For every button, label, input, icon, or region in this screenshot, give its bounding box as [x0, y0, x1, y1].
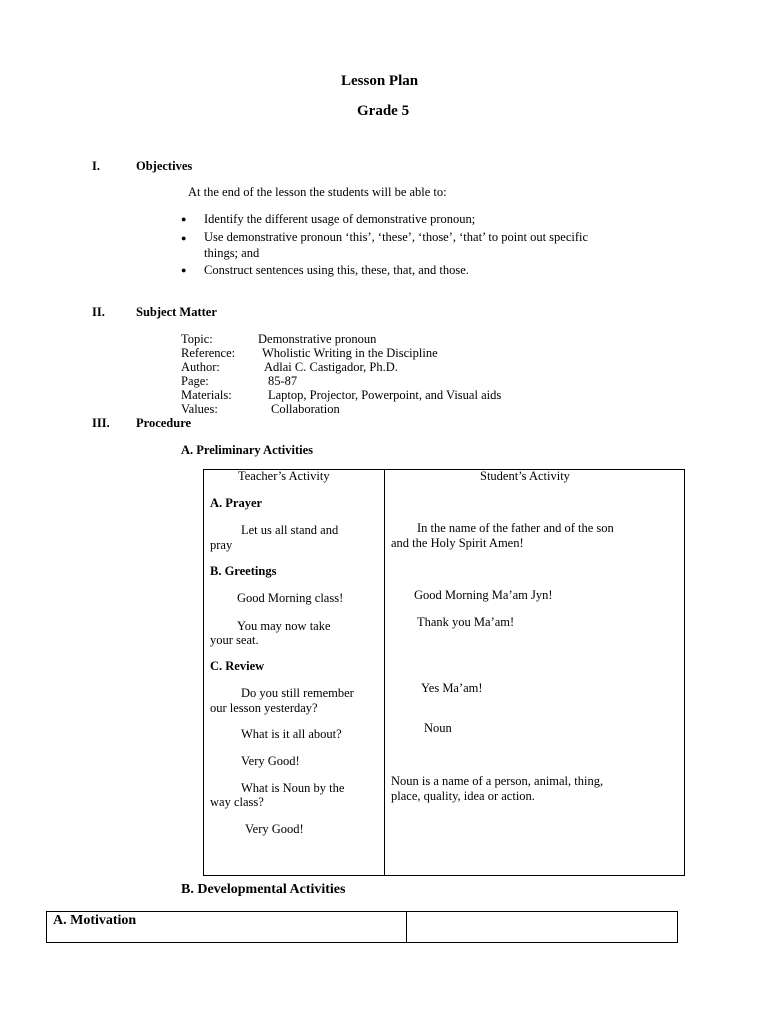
teacher-greeting: Good Morning class! [237, 591, 344, 605]
subject-matter-numeral: II. [92, 305, 105, 319]
teacher-prayer-line: pray [210, 538, 233, 552]
teacher-review-line: What is it all about? [241, 727, 342, 741]
teacher-review-line: Do you still remember [241, 686, 354, 700]
bullet-icon: ● [181, 214, 187, 224]
page-value: 85-87 [268, 374, 298, 388]
objective-item: Construct sentences using this, these, that, and those. [204, 263, 469, 277]
student-review-line: Noun is a name of a person, animal, thing, [391, 774, 604, 788]
materials-label: Materials: [181, 388, 232, 402]
student-prayer-line: and the Holy Spirit Amen! [391, 536, 524, 550]
student-prayer-line: In the name of the father and of the son [417, 521, 614, 535]
objectives-intro: At the end of the lesson the students will be able to: [188, 185, 447, 199]
student-greeting: Good Morning Ma’am Jyn! [414, 588, 553, 602]
teacher-review-line: our lesson yesterday? [210, 701, 318, 715]
student-column-header: Student’s Activity [480, 469, 570, 483]
student-review-line: place, quality, idea or action. [391, 789, 535, 803]
teacher-prayer-line: Let us all stand and [241, 523, 339, 537]
student-review-line: Noun [424, 721, 452, 735]
materials-value: Laptop, Projector, Powerpoint, and Visual aids [268, 388, 502, 402]
motivation-label: A. Motivation [53, 913, 137, 928]
bullet-icon: ● [181, 233, 187, 243]
greetings-heading: B. Greetings [210, 564, 277, 578]
author-value: Adlai C. Castigador, Ph.D. [264, 360, 398, 374]
values-value: Collaboration [271, 402, 340, 416]
student-review-line: Yes Ma’am! [421, 681, 483, 695]
procedure-heading: Procedure [136, 416, 192, 430]
topic-value: Demonstrative pronoun [258, 332, 377, 346]
developmental-activities-table [46, 911, 678, 943]
teacher-review-line: Very Good! [245, 822, 304, 836]
bullet-icon: ● [181, 265, 187, 275]
table-column-divider [406, 911, 407, 943]
student-greeting: Thank you Ma’am! [417, 615, 515, 629]
page-label: Page: [181, 374, 209, 388]
topic-label: Topic: [181, 332, 213, 346]
objective-item-continuation: things; and [204, 246, 260, 260]
developmental-activities-heading: B. Developmental Activities [181, 882, 346, 897]
table-column-divider [384, 469, 385, 876]
review-heading: C. Review [210, 659, 265, 673]
objectives-numeral: I. [92, 159, 100, 173]
grade-label: Grade 5 [357, 103, 410, 119]
procedure-numeral: III. [92, 416, 110, 430]
values-label: Values: [181, 402, 218, 416]
objectives-heading: Objectives [136, 159, 193, 173]
reference-label: Reference: [181, 346, 236, 360]
author-label: Author: [181, 360, 220, 374]
teacher-greeting: You may now take [237, 619, 331, 633]
subject-matter-heading: Subject Matter [136, 305, 217, 319]
teacher-column-header: Teacher’s Activity [238, 469, 330, 483]
document-title: Lesson Plan [341, 73, 419, 89]
prayer-heading: A. Prayer [210, 496, 263, 510]
teacher-review-line: way class? [210, 795, 264, 809]
objective-item: Use demonstrative pronoun ‘this’, ‘these’, ‘those’, ‘that’ to point out specific [204, 230, 589, 244]
objective-item: Identify the different usage of demonstrative pronoun; [204, 212, 476, 226]
reference-value: Wholistic Writing in the Discipline [262, 346, 438, 360]
teacher-greeting: your seat. [210, 633, 259, 647]
teacher-review-line: What is Noun by the [241, 781, 345, 795]
teacher-review-line: Very Good! [241, 754, 300, 768]
preliminary-activities-heading: A. Preliminary Activities [181, 443, 314, 457]
